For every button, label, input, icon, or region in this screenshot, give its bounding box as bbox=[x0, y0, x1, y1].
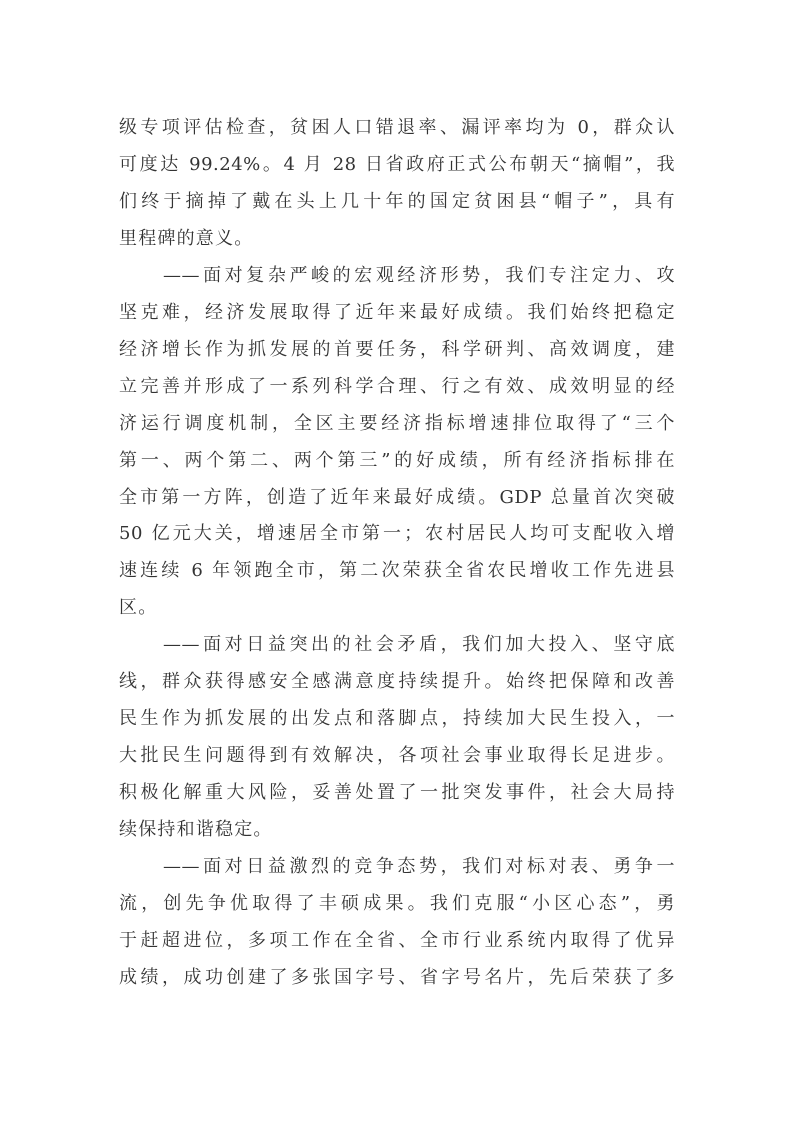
paragraph-first-line: ——面对日益突出的社会矛盾，我们加大投入、坚守底 bbox=[163, 634, 675, 656]
text-line: 民生作为抓发展的出发点和落脚点，持续加大民生投入，一 bbox=[119, 708, 675, 730]
text-line: 级专项评估检查，贫困人口错退率、漏评率均为 0，群众认 bbox=[119, 117, 675, 138]
text-line: 济运行调度机制，全区主要经济指标增速排位取得了“三个 bbox=[119, 412, 675, 434]
text-line: 区。 bbox=[119, 597, 158, 619]
text-line: 流，创先争优取得了丰硕成果。我们克服“小区心态”，勇 bbox=[119, 893, 675, 915]
text-line: 续保持和谐稳定。 bbox=[119, 819, 273, 841]
text-line: 成绩，成功创建了多张国字号、省字号名片，先后荣获了多 bbox=[119, 966, 675, 988]
text-line: 经济增长作为抓发展的首要任务，科学研判、高效调度，建 bbox=[119, 338, 675, 360]
document-body bbox=[119, 110, 675, 997]
text-line: 全市第一方阵，创造了近年来最好成绩。GDP 总量首次突破 bbox=[119, 486, 675, 508]
text-line: 50 亿元大关，增速居全市第一；农村居民人均可支配收入增 bbox=[119, 523, 675, 545]
text-line: 积极化解重大风险，妥善处置了一批突发事件，社会大局持 bbox=[119, 782, 675, 804]
text-line: 们终于摘掉了戴在头上几十年的国定贫困县“帽子”，具有 bbox=[119, 190, 675, 212]
text-line: 第一、两个第二、两个第三”的好成绩，所有经济指标排在 bbox=[119, 449, 675, 471]
text-line: 于赶超进位，多项工作在全省、全市行业系统内取得了优异 bbox=[119, 929, 675, 951]
text-line: 立完善并形成了一系列科学合理、行之有效、成效明显的经 bbox=[119, 375, 675, 397]
text-line: 里程碑的意义。 bbox=[119, 227, 254, 249]
text-line: 大批民生问题得到有效解决，各项社会事业取得长足进步。 bbox=[119, 745, 675, 767]
text-line: 速连续 6 年领跑全市，第二次荣获全省农民增收工作先进县 bbox=[119, 560, 675, 582]
paragraph-first-line: ——面对复杂严峻的宏观经济形势，我们专注定力、攻 bbox=[163, 264, 675, 286]
text-line: 线，群众获得感安全感满意度持续提升。始终把保障和改善 bbox=[119, 671, 675, 693]
text-line: 可度达 99.24%。4 月 28 日省政府正式公布朝天“摘帽”，我 bbox=[119, 153, 675, 175]
text-line: 坚克难，经济发展取得了近年来最好成绩。我们始终把稳定 bbox=[119, 301, 675, 323]
paragraph-first-line: ——面对日益激烈的竞争态势，我们对标对表、勇争一 bbox=[163, 856, 675, 878]
